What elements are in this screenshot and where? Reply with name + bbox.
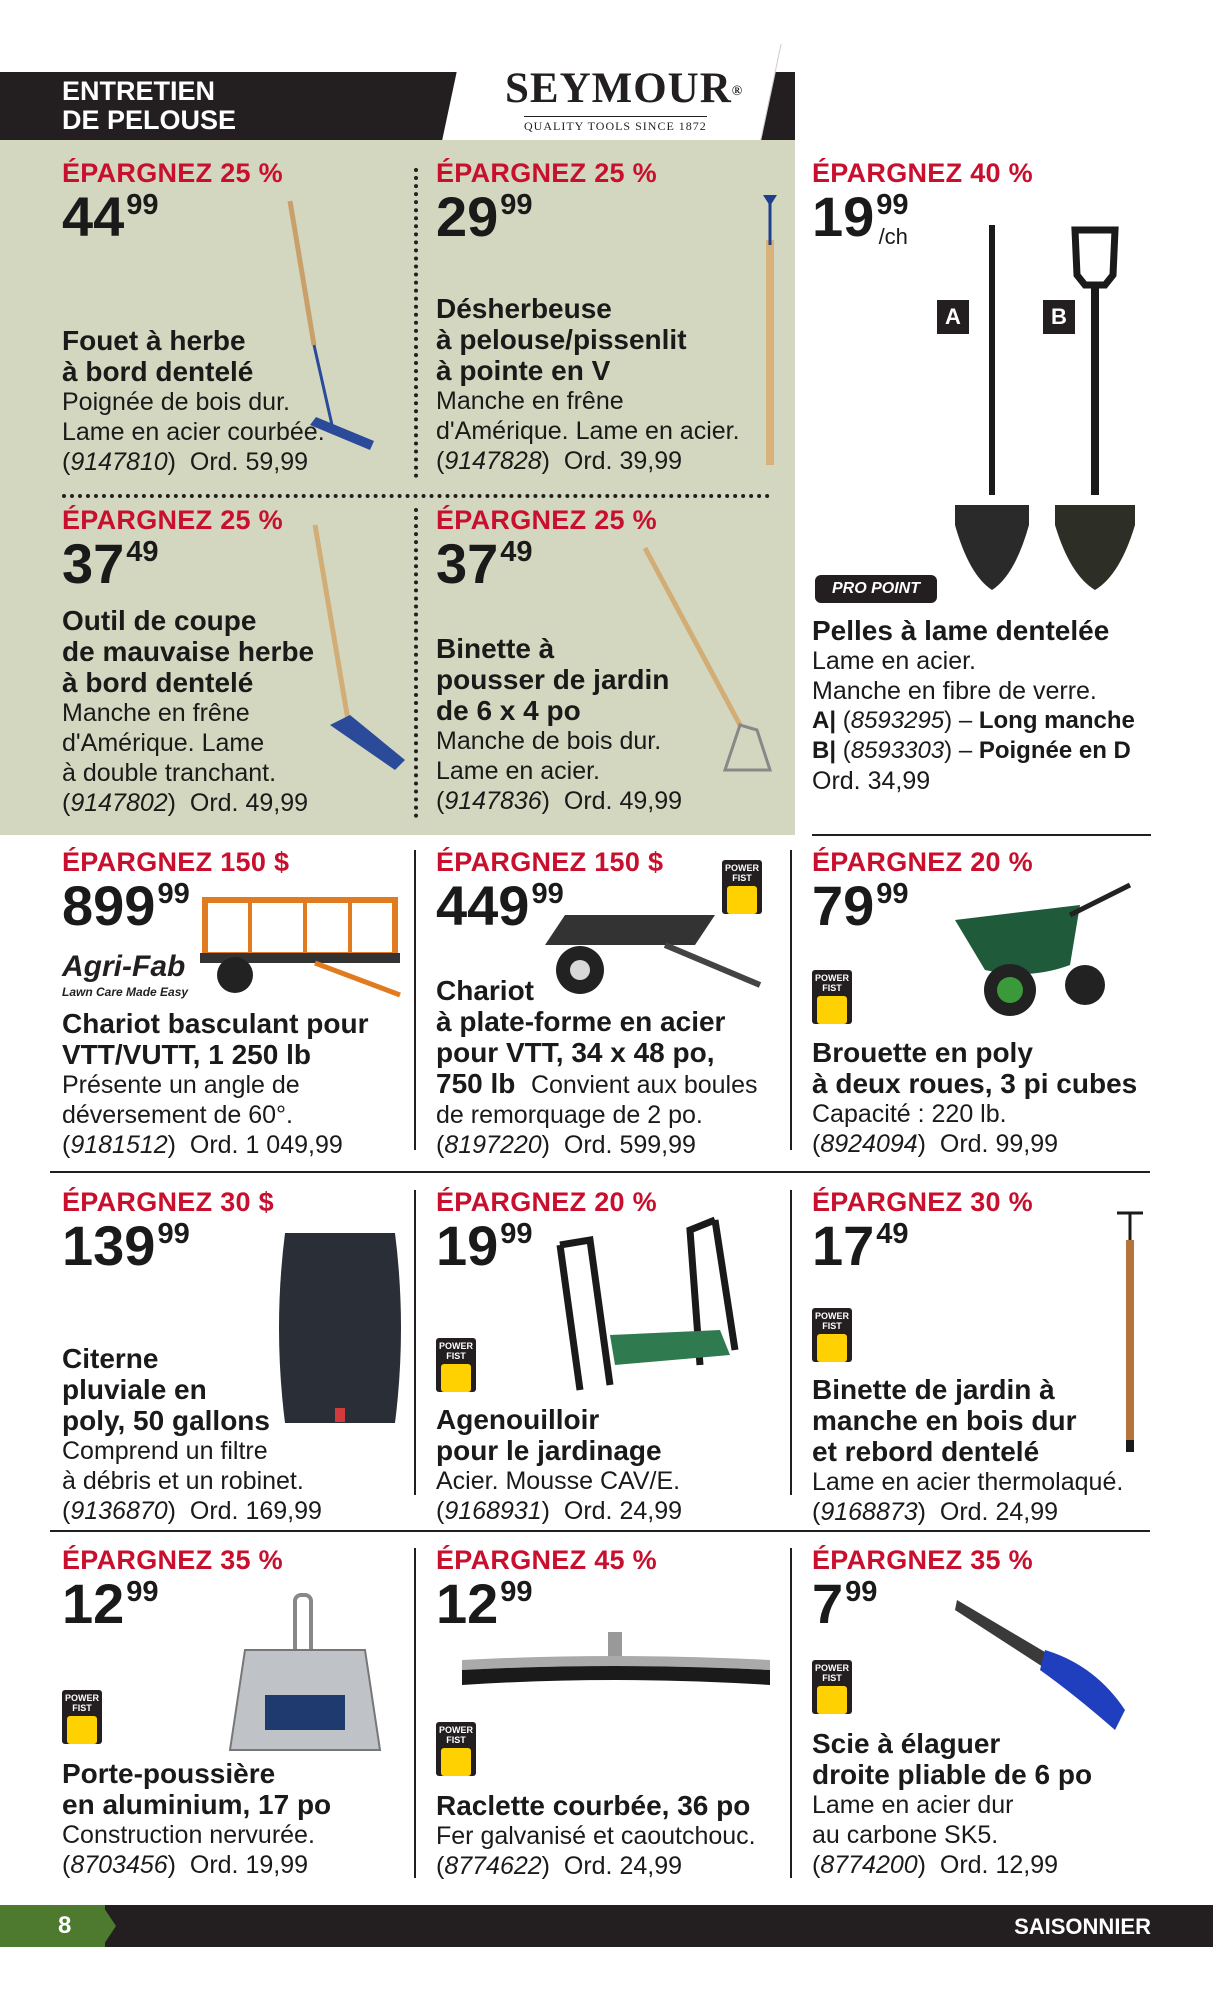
divider — [790, 1548, 792, 1878]
product-description: Acier. Mousse CAV/E. (9168931) Ord. 24,99 — [436, 1467, 683, 1525]
regular-price: Ord. 99,99 — [939, 1130, 1059, 1158]
sku: 9181512 — [70, 1131, 168, 1159]
divider — [790, 850, 792, 1150]
price: $899^{99}$ — [62, 874, 190, 937]
product-info — [62, 1343, 402, 1526]
product-description: Comprend un filtre à débris et un robinet. (9136870) Ord. 169,99 — [62, 1437, 322, 1525]
product-card-weeder[interactable] — [436, 158, 736, 255]
product-info — [62, 605, 392, 818]
power-fist-logo: POWER FIST — [812, 1660, 852, 1714]
power-fist-logo: POWER FIST — [812, 1308, 852, 1362]
divider — [414, 1190, 416, 1495]
price: $37^{49}$ — [62, 532, 159, 595]
variant-label-b: B — [1043, 300, 1075, 334]
savings-label: ÉPARGNEZ 25 % — [62, 505, 283, 535]
page-number: 8 — [58, 1912, 72, 1939]
chevron-right-icon — [102, 1905, 116, 1947]
section-title: ENTRETIEN DE PELOUSE — [62, 76, 237, 135]
product-info — [436, 1404, 781, 1526]
agri-fab-logo: Agri-Fab — [62, 950, 186, 983]
dotted-divider — [62, 494, 770, 498]
regular-price: Ord. 169,99 — [189, 1497, 322, 1525]
savings-label: ÉPARGNEZ 25 % — [436, 158, 657, 188]
product-info — [436, 293, 776, 476]
pruning-saw-image — [955, 1595, 1155, 1745]
product-title: Binette à pousser de jardin de 6 x 4 po — [436, 633, 670, 726]
savings-label: ÉPARGNEZ 20 % — [436, 1187, 657, 1217]
product-info — [436, 633, 776, 816]
price: $449^{99}$ — [436, 874, 564, 937]
dump-cart-image — [195, 895, 405, 1005]
regular-price: Ord. 19,99 — [189, 1851, 309, 1879]
product-description: Construction nervurée. (8703456) Ord. 19,99 — [62, 1821, 315, 1879]
sku: 9147802 — [70, 789, 168, 817]
agri-fab-tagline: Lawn Care Made Easy — [62, 985, 189, 999]
page-number-tab — [0, 1905, 105, 1947]
divider — [414, 850, 416, 1150]
product-title: Agenouilloir pour le jardinage — [436, 1404, 662, 1466]
product-title: Pelles à lame dentelée — [812, 615, 1110, 646]
divider — [50, 1530, 1150, 1532]
divider — [790, 1190, 792, 1495]
product-description: Capacité : 220 lb. (8924094) Ord. 99,99 — [812, 1100, 1059, 1158]
sku: 9168873 — [820, 1498, 918, 1526]
price: $29^{99}$ — [436, 185, 533, 248]
product-description: Manche en frêne d'Amérique. Lame en acier. (9147828) Ord. 39,99 — [436, 387, 740, 475]
product-info — [436, 975, 781, 1160]
regular-price: Ord. 12,99 — [939, 1851, 1059, 1879]
sku: 9136870 — [70, 1497, 168, 1525]
savings-label: ÉPARGNEZ 25 % — [62, 158, 283, 188]
product-title: Scie à élaguer droite pliable de 6 po — [812, 1728, 1093, 1790]
savings-label: ÉPARGNEZ 40 % — [812, 158, 1033, 188]
product-info — [436, 1790, 781, 1881]
shovels-image — [945, 225, 1145, 595]
sku: 9147828 — [444, 447, 542, 475]
product-description: Poignée de bois dur. Lame en acier courbée. (9147810) Ord. 59,99 — [62, 388, 325, 476]
price: $12^{99}$ — [436, 1572, 533, 1635]
sku: 8774200 — [820, 1851, 918, 1879]
power-fist-logo: POWER FIST — [436, 1722, 476, 1776]
sku: 9168931 — [444, 1497, 542, 1525]
section-name: SAISONNIER — [1014, 1914, 1151, 1939]
product-card-garden-hoe[interactable] — [812, 1187, 1112, 1284]
savings-label: ÉPARGNEZ 30 $ — [62, 1187, 274, 1217]
brand-tagline: QUALITY TOOLS SINCE 1872 — [524, 116, 707, 134]
power-fist-logo: POWER FIST — [62, 1690, 102, 1744]
wheelbarrow-image — [950, 875, 1150, 1025]
product-title: Chariot basculant pour VTT/VUTT, 1 250 lb — [62, 1008, 369, 1070]
product-description: Manche de bois dur. Lame en acier. (9147836) Ord. 49,99 — [436, 727, 683, 815]
product-description: Lame en acier thermolaqué. (9168873) Ord. 24,99 — [812, 1468, 1124, 1526]
savings-label: ÉPARGNEZ 30 % — [812, 1187, 1033, 1217]
product-description: Manche en frêne d'Amérique. Lame à double tranchant. (9147802) Ord. 49,99 — [62, 699, 309, 817]
product-title: Brouette en poly à deux roues, 3 pi cubes — [812, 1037, 1138, 1099]
product-description: Fer galvanisé et caoutchouc. (8774622) Ord. 24,99 — [436, 1822, 756, 1880]
divider — [50, 1171, 1150, 1173]
product-title: Binette de jardin à manche en bois dur et rebord dentelé — [812, 1374, 1077, 1467]
regular-price: Ord. 1 049,99 — [189, 1131, 343, 1159]
sku: 9147810 — [70, 448, 168, 476]
savings-label: ÉPARGNEZ 20 % — [812, 847, 1033, 877]
regular-price: Ord. 599,99 — [563, 1131, 696, 1159]
product-description: Présente un angle de déversement de 60°. (9181512) Ord. 1 049,99 — [62, 1071, 343, 1159]
product-info — [812, 1728, 1162, 1880]
price: $37^{49}$ — [436, 532, 533, 595]
regular-price: Ord. 24,99 — [563, 1852, 683, 1880]
price: $139^{99}$ — [62, 1214, 190, 1277]
power-fist-logo: POWER FIST — [722, 860, 762, 914]
regular-price: Ord. 24,99 — [939, 1498, 1059, 1526]
price: $12^{99}$ — [62, 1572, 159, 1635]
product-title: Porte-poussière en aluminium, 17 po — [62, 1758, 332, 1820]
product-card-squeegee[interactable] — [436, 1545, 736, 1642]
price: $79^{99}$ — [812, 874, 909, 937]
sku: 8703456 — [70, 1851, 168, 1879]
divider — [414, 1548, 416, 1878]
regular-price: Ord. 24,99 — [563, 1497, 683, 1525]
savings-label: ÉPARGNEZ 35 % — [812, 1545, 1033, 1575]
product-description: Lame en acier. Manche en fibre de verre. A| (8593295) – Long manche B| (8593303) – Poignée en D Ord. 34,99 — [812, 646, 1162, 796]
savings-label: ÉPARGNEZ 45 % — [436, 1545, 657, 1575]
price: $7^{99}$ — [812, 1572, 878, 1635]
product-info — [812, 615, 1162, 796]
sku: 8924094 — [820, 1130, 918, 1158]
regular-price: Ord. 49,99 — [189, 789, 309, 817]
product-info — [62, 325, 392, 477]
product-info — [62, 1008, 402, 1160]
regular-price: Ord. 59,99 — [189, 448, 309, 476]
kneeler-image — [550, 1215, 750, 1405]
price: $17^{49}$ — [812, 1214, 909, 1277]
product-info — [812, 1374, 1162, 1527]
power-fist-logo: POWER FIST — [812, 970, 852, 1024]
product-title: Citerne pluviale en poly, 50 gallons — [62, 1343, 270, 1436]
sku: 8197220 — [444, 1131, 542, 1159]
pro-point-logo: PRO POINT — [815, 575, 937, 603]
savings-label: ÉPARGNEZ 25 % — [436, 505, 657, 535]
variant-label-a: A — [937, 300, 969, 334]
product-info — [62, 1758, 402, 1880]
price: $44^{99}$ — [62, 185, 159, 248]
regular-price: Ord. 49,99 — [563, 787, 683, 815]
product-info — [812, 1037, 1162, 1159]
product-title: Raclette courbée, 36 po — [436, 1790, 751, 1821]
sku: 9147836 — [444, 787, 542, 815]
product-description: de remorquage de 2 po. (8197220) Ord. 599,99 — [436, 1101, 703, 1159]
divider — [812, 834, 1151, 836]
savings-label: ÉPARGNEZ 150 $ — [436, 847, 664, 877]
price: $19^{99}$ — [436, 1214, 533, 1277]
brand-logo: SEYMOUR® — [505, 65, 744, 112]
regular-price: Ord. 39,99 — [563, 447, 683, 475]
power-fist-logo: POWER FIST — [436, 1338, 476, 1392]
dotted-divider — [414, 168, 418, 478]
product-title: Désherbeuse à pelouse/pissenlit à pointe en V — [436, 293, 687, 386]
product-description: Lame en acier dur au carbone SK5. (8774200) Ord. 12,99 — [812, 1791, 1059, 1879]
price: $19^{99}/ch$ — [812, 185, 909, 249]
product-title: Fouet à herbe à bord dentelé — [62, 325, 254, 387]
product-title: Chariot à plate-forme en acier pour VTT, 34 x 48 po, 750 lb Convient aux boules — [436, 975, 758, 1099]
sku: 8774622 — [444, 1852, 542, 1880]
dustpan-image — [220, 1590, 390, 1760]
savings-label: ÉPARGNEZ 150 $ — [62, 847, 290, 877]
savings-label: ÉPARGNEZ 35 % — [62, 1545, 283, 1575]
squeegee-image — [460, 1630, 780, 1700]
product-title: Outil de coupe de mauvaise herbe à bord dentelé — [62, 605, 315, 698]
regular-price: Ord. 34,99 — [812, 767, 931, 795]
